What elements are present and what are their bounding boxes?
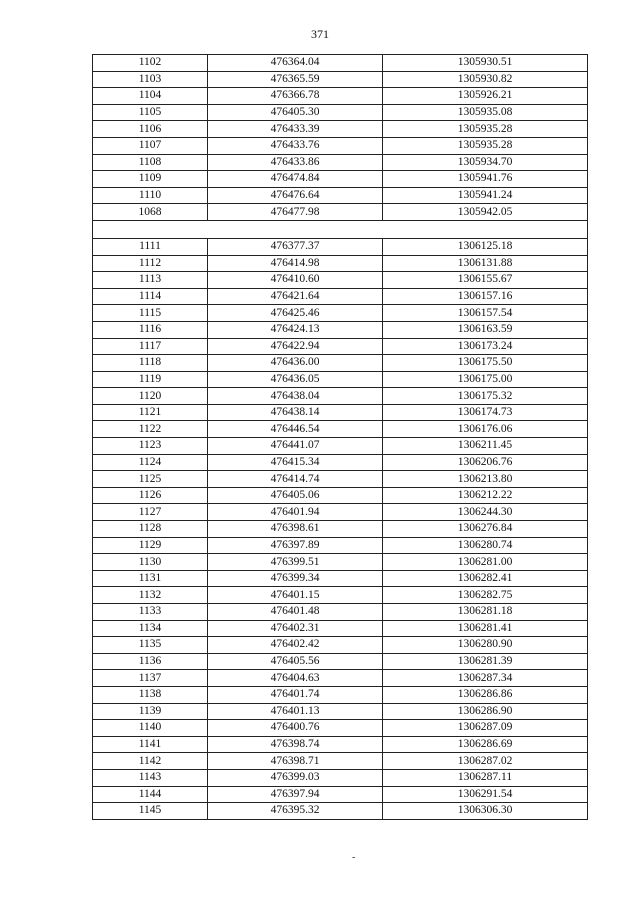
y-coordinate-cell: 1305942.05 [383,204,588,221]
point-number-cell: 1120 [93,388,208,405]
table-row [93,454,588,471]
table-row [93,171,588,188]
y-coordinate-cell: 1306157.54 [383,305,588,322]
x-coordinate-cell: 476414.74 [208,471,383,488]
x-coordinate-cell: 476410.60 [208,272,383,289]
x-coordinate-cell: 476438.04 [208,388,383,405]
point-number-cell: 1068 [93,204,208,221]
y-coordinate-cell: 1306287.34 [383,670,588,687]
y-coordinate-cell: 1306287.02 [383,753,588,770]
y-coordinate-cell: 1306306.30 [383,803,588,820]
table-row [93,703,588,720]
table-row [93,537,588,554]
x-coordinate-cell: 476365.59 [208,71,383,88]
y-coordinate-cell: 1306282.75 [383,587,588,604]
coordinate-table [92,54,588,820]
point-number-cell: 1119 [93,371,208,388]
table-row [93,554,588,571]
y-coordinate-cell: 1306286.86 [383,686,588,703]
point-number-cell: 1108 [93,154,208,171]
x-coordinate-cell: 476436.00 [208,355,383,372]
table-row [93,421,588,438]
point-number-cell: 1111 [93,238,208,255]
table-row [93,653,588,670]
coordinate-table-body [93,55,588,820]
x-coordinate-cell: 476405.06 [208,487,383,504]
table-row [93,272,588,289]
y-coordinate-cell: 1306157.16 [383,288,588,305]
x-coordinate-cell: 476401.13 [208,703,383,720]
x-coordinate-cell: 476438.14 [208,404,383,421]
point-number-cell: 1116 [93,321,208,338]
y-coordinate-cell: 1306175.32 [383,388,588,405]
x-coordinate-cell: 476399.34 [208,570,383,587]
y-coordinate-cell: 1306287.11 [383,769,588,786]
y-coordinate-cell: 1306212.22 [383,487,588,504]
x-coordinate-cell: 476477.98 [208,204,383,221]
point-number-cell: 1137 [93,670,208,687]
y-coordinate-cell: 1306155.67 [383,272,588,289]
table-row [93,753,588,770]
y-coordinate-cell: 1306286.90 [383,703,588,720]
x-coordinate-cell: 476433.39 [208,121,383,138]
y-coordinate-cell: 1306276.84 [383,521,588,538]
y-coordinate-cell: 1306281.18 [383,604,588,621]
point-number-cell: 1136 [93,653,208,670]
point-number-cell: 1106 [93,121,208,138]
x-coordinate-cell: 476421.64 [208,288,383,305]
x-coordinate-cell: 476398.74 [208,736,383,753]
table-row [93,587,588,604]
table-row [93,238,588,255]
point-number-cell: 1117 [93,338,208,355]
point-number-cell: 1115 [93,305,208,322]
table-row [93,88,588,105]
x-coordinate-cell: 476424.13 [208,321,383,338]
x-coordinate-cell: 476422.94 [208,338,383,355]
y-coordinate-cell: 1306131.88 [383,255,588,272]
point-number-cell: 1135 [93,637,208,654]
point-number-cell: 1142 [93,753,208,770]
table-row [93,121,588,138]
y-coordinate-cell: 1306125.18 [383,238,588,255]
table-row [93,803,588,820]
table-row [93,620,588,637]
y-coordinate-cell: 1305941.76 [383,171,588,188]
point-number-cell: 1127 [93,504,208,521]
point-number-cell: 1138 [93,686,208,703]
table-row [93,321,588,338]
y-coordinate-cell: 1305926.21 [383,88,588,105]
point-number-cell: 1125 [93,471,208,488]
x-coordinate-cell: 476401.74 [208,686,383,703]
x-coordinate-cell: 476397.89 [208,537,383,554]
x-coordinate-cell: 476446.54 [208,421,383,438]
point-number-cell: 1129 [93,537,208,554]
point-number-cell: 1110 [93,187,208,204]
x-coordinate-cell: 476401.48 [208,604,383,621]
table-row [93,71,588,88]
table-row [93,487,588,504]
table-row [93,471,588,488]
x-coordinate-cell: 476402.31 [208,620,383,637]
footer-mark: - [352,852,356,863]
y-coordinate-cell: 1306176.06 [383,421,588,438]
table-row [93,504,588,521]
table-row [93,204,588,221]
point-number-cell: 1134 [93,620,208,637]
x-coordinate-cell: 476405.56 [208,653,383,670]
point-number-cell: 1133 [93,604,208,621]
y-coordinate-cell: 1306206.76 [383,454,588,471]
y-coordinate-cell: 1306282.41 [383,570,588,587]
point-number-cell: 1123 [93,438,208,455]
point-number-cell: 1122 [93,421,208,438]
x-coordinate-cell: 476402.42 [208,637,383,654]
x-coordinate-cell: 476397.94 [208,786,383,803]
point-number-cell: 1121 [93,404,208,421]
point-number-cell: 1109 [93,171,208,188]
x-coordinate-cell: 476364.04 [208,55,383,72]
x-coordinate-cell: 476395.32 [208,803,383,820]
point-number-cell: 1103 [93,71,208,88]
x-coordinate-cell: 476399.03 [208,769,383,786]
y-coordinate-cell: 1305934.70 [383,154,588,171]
y-coordinate-cell: 1306211.45 [383,438,588,455]
point-number-cell: 1130 [93,554,208,571]
point-number-cell: 1144 [93,786,208,803]
point-number-cell: 1128 [93,521,208,538]
group-separator-row [93,220,588,238]
table-row [93,686,588,703]
table-row [93,104,588,121]
x-coordinate-cell: 476401.94 [208,504,383,521]
x-coordinate-cell: 476476.64 [208,187,383,204]
point-number-cell: 1107 [93,137,208,154]
y-coordinate-cell: 1305935.28 [383,121,588,138]
x-coordinate-cell: 476398.61 [208,521,383,538]
x-coordinate-cell: 476433.76 [208,137,383,154]
group-separator-cell [93,220,588,238]
table-row [93,570,588,587]
x-coordinate-cell: 476366.78 [208,88,383,105]
table-row [93,371,588,388]
x-coordinate-cell: 476400.76 [208,720,383,737]
table-row [93,355,588,372]
point-number-cell: 1141 [93,736,208,753]
x-coordinate-cell: 476441.07 [208,438,383,455]
x-coordinate-cell: 476398.71 [208,753,383,770]
table-row [93,786,588,803]
y-coordinate-cell: 1305930.51 [383,55,588,72]
table-row [93,438,588,455]
table-row [93,137,588,154]
page-number: 371 [311,27,329,41]
table-row [93,388,588,405]
y-coordinate-cell: 1306287.09 [383,720,588,737]
y-coordinate-cell: 1306174.73 [383,404,588,421]
y-coordinate-cell: 1305935.28 [383,137,588,154]
y-coordinate-cell: 1306175.00 [383,371,588,388]
table-row [93,404,588,421]
x-coordinate-cell: 476405.30 [208,104,383,121]
point-number-cell: 1145 [93,803,208,820]
y-coordinate-cell: 1306281.39 [383,653,588,670]
x-coordinate-cell: 476377.37 [208,238,383,255]
y-coordinate-cell: 1305935.08 [383,104,588,121]
point-number-cell: 1139 [93,703,208,720]
y-coordinate-cell: 1306281.41 [383,620,588,637]
x-coordinate-cell: 476404.63 [208,670,383,687]
y-coordinate-cell: 1306175.50 [383,355,588,372]
point-number-cell: 1126 [93,487,208,504]
table-row [93,637,588,654]
y-coordinate-cell: 1306163.59 [383,321,588,338]
table-row [93,255,588,272]
table-row [93,288,588,305]
x-coordinate-cell: 476401.15 [208,587,383,604]
y-coordinate-cell: 1305941.24 [383,187,588,204]
y-coordinate-cell: 1306173.24 [383,338,588,355]
point-number-cell: 1132 [93,587,208,604]
table-row [93,720,588,737]
point-number-cell: 1131 [93,570,208,587]
table-row [93,338,588,355]
table-row [93,55,588,72]
point-number-cell: 1114 [93,288,208,305]
table-row [93,305,588,322]
y-coordinate-cell: 1306280.90 [383,637,588,654]
y-coordinate-cell: 1305930.82 [383,71,588,88]
coordinate-table-container [92,54,587,820]
y-coordinate-cell: 1306280.74 [383,537,588,554]
table-row [93,187,588,204]
y-coordinate-cell: 1306281.00 [383,554,588,571]
table-row [93,604,588,621]
x-coordinate-cell: 476399.51 [208,554,383,571]
table-row [93,736,588,753]
point-number-cell: 1113 [93,272,208,289]
point-number-cell: 1105 [93,104,208,121]
x-coordinate-cell: 476415.34 [208,454,383,471]
y-coordinate-cell: 1306286.69 [383,736,588,753]
y-coordinate-cell: 1306291.54 [383,786,588,803]
x-coordinate-cell: 476414.98 [208,255,383,272]
x-coordinate-cell: 476425.46 [208,305,383,322]
x-coordinate-cell: 476433.86 [208,154,383,171]
y-coordinate-cell: 1306213.80 [383,471,588,488]
point-number-cell: 1102 [93,55,208,72]
table-row [93,154,588,171]
x-coordinate-cell: 476436.05 [208,371,383,388]
point-number-cell: 1104 [93,88,208,105]
table-row [93,769,588,786]
table-row [93,521,588,538]
point-number-cell: 1124 [93,454,208,471]
table-row [93,670,588,687]
point-number-cell: 1140 [93,720,208,737]
point-number-cell: 1118 [93,355,208,372]
point-number-cell: 1143 [93,769,208,786]
point-number-cell: 1112 [93,255,208,272]
y-coordinate-cell: 1306244.30 [383,504,588,521]
x-coordinate-cell: 476474.84 [208,171,383,188]
